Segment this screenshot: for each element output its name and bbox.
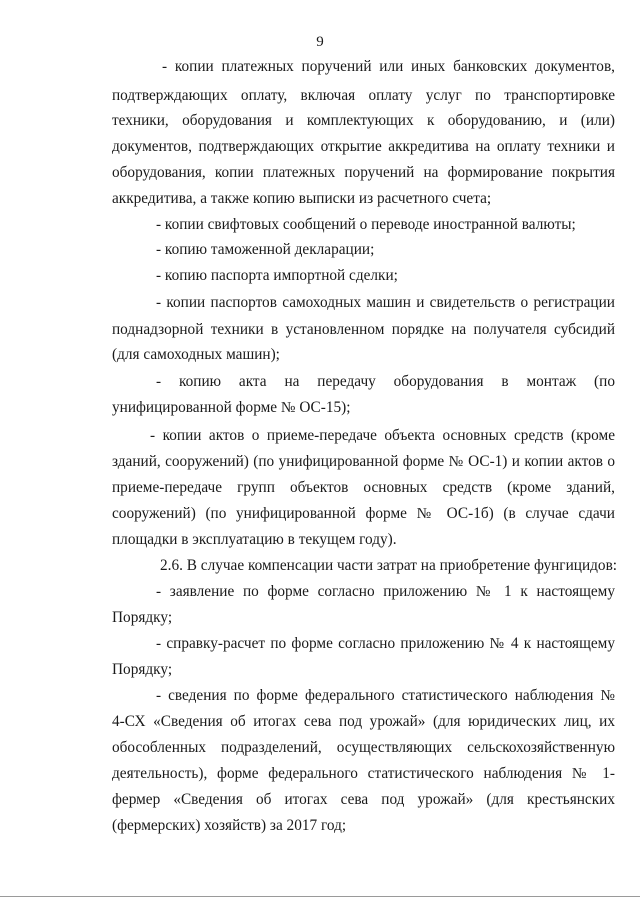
text-line: документов, подтверждающих открытие аккредитива на оплату техники и <box>112 138 615 155</box>
text-line: - заявление по форме согласно приложению № 1 к настоящему <box>156 583 615 600</box>
text-line: Порядку; <box>112 609 173 626</box>
text-line: подтверждающих оплату, включая оплату услуг по транспортировке <box>112 87 615 104</box>
text-line: 4-СХ «Сведения об итогах сева под урожай» (для юридических лиц, их <box>112 713 615 730</box>
text-line: приеме-передаче групп объектов основных средств (кроме зданий, <box>112 479 615 496</box>
text-line: - копию паспорта импортной сделки; <box>156 267 398 284</box>
scan-edge-rule <box>0 896 640 897</box>
text-line: зданий, сооружений) (по унифицированной форме № ОС-1) и копии актов о <box>112 453 615 470</box>
text-line: оборудования, копии платежных поручений на формирование покрытия <box>112 164 615 181</box>
text-line: площадки в эксплуатацию в текущем году). <box>112 531 397 548</box>
text-line: аккредитива, а также копию выписки из расчетного счета; <box>112 190 492 207</box>
text-line: - копии актов о приеме-передаче объекта основных средств (кроме <box>150 427 615 444</box>
text-line: - сведения по форме федерального статистического наблюдения № <box>156 687 615 704</box>
text-line: унифицированной форме № ОС-15); <box>112 399 351 416</box>
text-line: сооружений) (по унифицированной форме № ОС-1б) (в случае сдачи <box>112 505 615 522</box>
text-line: фермер «Сведения об итогах сева под урожай» (для крестьянских <box>112 791 615 808</box>
text-line: деятельность), форме федерального статистического наблюдения № 1- <box>112 765 615 782</box>
text-line: (для самоходных машин); <box>112 346 280 363</box>
text-line: - копию акта на передачу оборудования в монтаж (по <box>156 373 615 390</box>
text-line: - копию таможенной декларации; <box>156 241 375 258</box>
text-line: (фермерских) хозяйств) за 2017 год; <box>112 817 347 834</box>
text-line: обособленных подразделений, осуществляющих сельскохозяйственную <box>112 739 615 756</box>
text-line: - копии паспортов самоходных машин и свидетельств о регистрации <box>156 294 615 311</box>
text-line: - справку-расчет по форме согласно приложению № 4 к настоящему <box>156 635 615 652</box>
text-line: техники, оборудования и комплектующих к оборудованию, и (или) <box>112 112 615 129</box>
text-line: Порядку; <box>112 661 173 678</box>
page-number: 9 <box>316 34 324 50</box>
text-line: поднадзорной техники в установленном порядке на получателя субсидий <box>112 321 615 338</box>
text-line: - копии платежных поручений или иных банковских документов, <box>162 58 615 75</box>
section-heading-2-6: 2.6. В случае компенсации части затрат на приобретение фунгицидов: <box>160 557 618 574</box>
text-line: - копии свифтовых сообщений о переводе иностранной валюты; <box>156 216 576 233</box>
